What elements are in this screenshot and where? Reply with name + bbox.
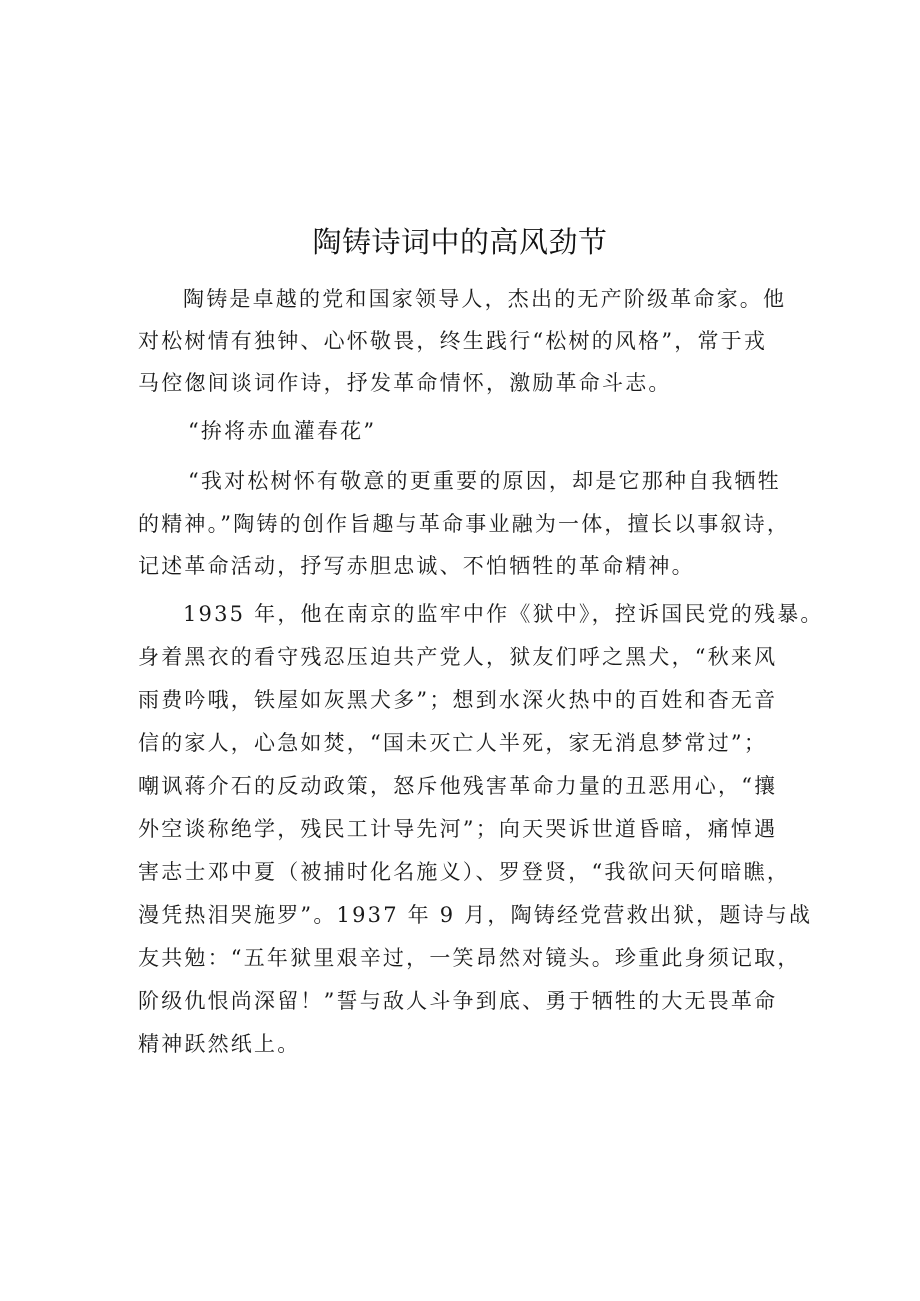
document-title: 陶铸诗词中的高风劲节 [312,225,608,259]
paragraph-line: 记述革命活动，抒写赤胆忠诚、不怕牺牲的革命精神。 [138,554,695,578]
paragraph-line: 外空谈称绝学，残民工计导先河”；向天哭诉世道昏暗，痛悼遇 [138,817,778,841]
paragraph-line: 身着黑衣的看守残忍压迫共产党人，狱友们呼之黑犬，“秋来风 [138,645,778,669]
paragraph-line: 精神跃然纸上。 [138,1032,301,1056]
paragraph-line: 友共勉：“五年狱里艰辛过，一笑昂然对镜头。珍重此身须记取， [138,946,801,970]
paragraph-line: 的精神。”陶铸的创作旨趣与革命事业融为一体，擅长以事叙诗， [138,512,791,536]
paragraph-line: 雨费吟哦，铁屋如灰黑犬多”；想到水深火热中的百姓和杳无音 [138,688,778,712]
section-subheading: “拚将赤血灌春花” [188,419,377,443]
paragraph-line: 马倥偬间谈词作诗，抒发革命情怀，激励革命斗志。 [138,371,672,395]
paragraph-line: 嘲讽蒋介石的反动政策，怒斥他残害革命力量的丑恶用心，“攘 [138,774,778,798]
paragraph-line: 阶级仇恨尚深留！”誓与敌人斗争到底、勇于牺牲的大无畏革命 [138,989,778,1013]
paragraph-line: 漫凭热泪哭施罗”。1937 年 9 月，陶铸经党营救出狱，题诗与战 [138,903,813,927]
paragraph-line: 对松树情有独钟、心怀敬畏，终生践行“松树的风格”，常于戎 [138,329,768,353]
paragraph-line: 1935 年，他在南京的监牢中作《狱中》，控诉国民党的残暴。 [183,602,824,626]
paragraph-line: 害志士邓中夏（被捕时化名施义）、罗登贤，“我欲问天何暗瞧， [138,860,791,884]
paragraph-line: 陶铸是卓越的党和国家领导人，杰出的无产阶级革命家。他 [183,287,787,311]
paragraph-line: 信的家人，心急如焚，“国未灭亡人半死，家无消息梦常过”； [138,731,768,755]
paragraph-line: “我对松树怀有敬意的更重要的原因，却是它那种自我牺牲 [188,469,781,493]
